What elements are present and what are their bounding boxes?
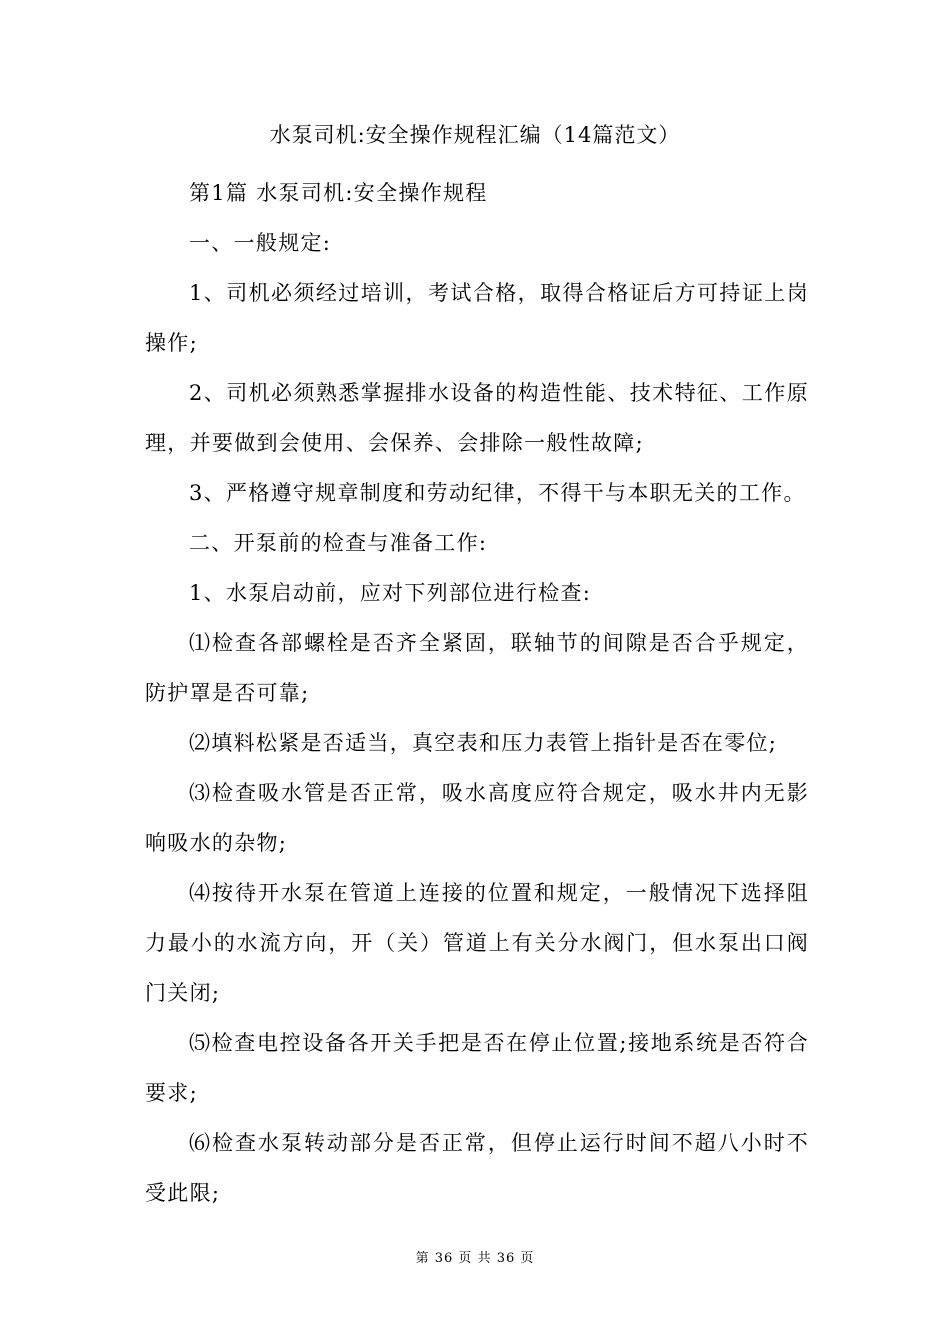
subsection-heading: 一、一般规定: bbox=[189, 231, 332, 255]
list-item: ⑴检查各部螺栓是否齐全紧固，联轴节的间隙是否合乎规定，防护罩是否可靠; bbox=[145, 631, 809, 705]
document-title: 水泵司机:安全操作规程汇编（14篇范文） bbox=[269, 123, 681, 147]
list-item: ⑷按待开水泵在管道上连接的位置和规定，一般情况下选择阻力最小的水流方向，开（关）管道上有关分水阀门，但水泵出口阀门关闭; bbox=[145, 881, 809, 1005]
footer-prefix: 第 bbox=[415, 1251, 430, 1266]
footer-suffix: 页 bbox=[520, 1251, 535, 1266]
footer-middle: 页 共 bbox=[458, 1251, 492, 1266]
paragraph: 1、司机必须经过培训，考试合格，取得合格证后方可持证上岗操作; bbox=[145, 281, 809, 355]
paragraph: 2、司机必须熟悉掌握排水设备的构造性能、技术特征、工作原理，并要做到会使用、会保养、会排除一般性故障; bbox=[145, 381, 809, 455]
footer-total-pages: 36 bbox=[496, 1251, 516, 1266]
page-footer bbox=[0, 1249, 950, 1269]
paragraph: 3、严格遵守规章制度和劳动纪律，不得干与本职无关的工作。 bbox=[189, 481, 806, 505]
section-heading: 第1篇 水泵司机:安全操作规程 bbox=[189, 181, 488, 205]
footer-current-page: 36 bbox=[434, 1251, 454, 1266]
paragraph: 1、水泵启动前，应对下列部位进行检查: bbox=[189, 581, 592, 605]
list-item: ⑶检查吸水管是否正常，吸水高度应符合规定，吸水井内无影响吸水的杂物; bbox=[145, 781, 809, 855]
list-item: ⑹检查水泵转动部分是否正常，但停止运行时间不超八小时不受此限; bbox=[145, 1131, 809, 1205]
list-item: ⑸检查电控设备各开关手把是否在停止位置;接地系统是否符合要求; bbox=[145, 1031, 809, 1105]
subsection-heading: 二、开泵前的检查与准备工作: bbox=[189, 531, 488, 555]
list-item: ⑵填料松紧是否适当，真空表和压力表管上指针是否在零位; bbox=[189, 731, 778, 755]
document-body bbox=[145, 168, 809, 1218]
